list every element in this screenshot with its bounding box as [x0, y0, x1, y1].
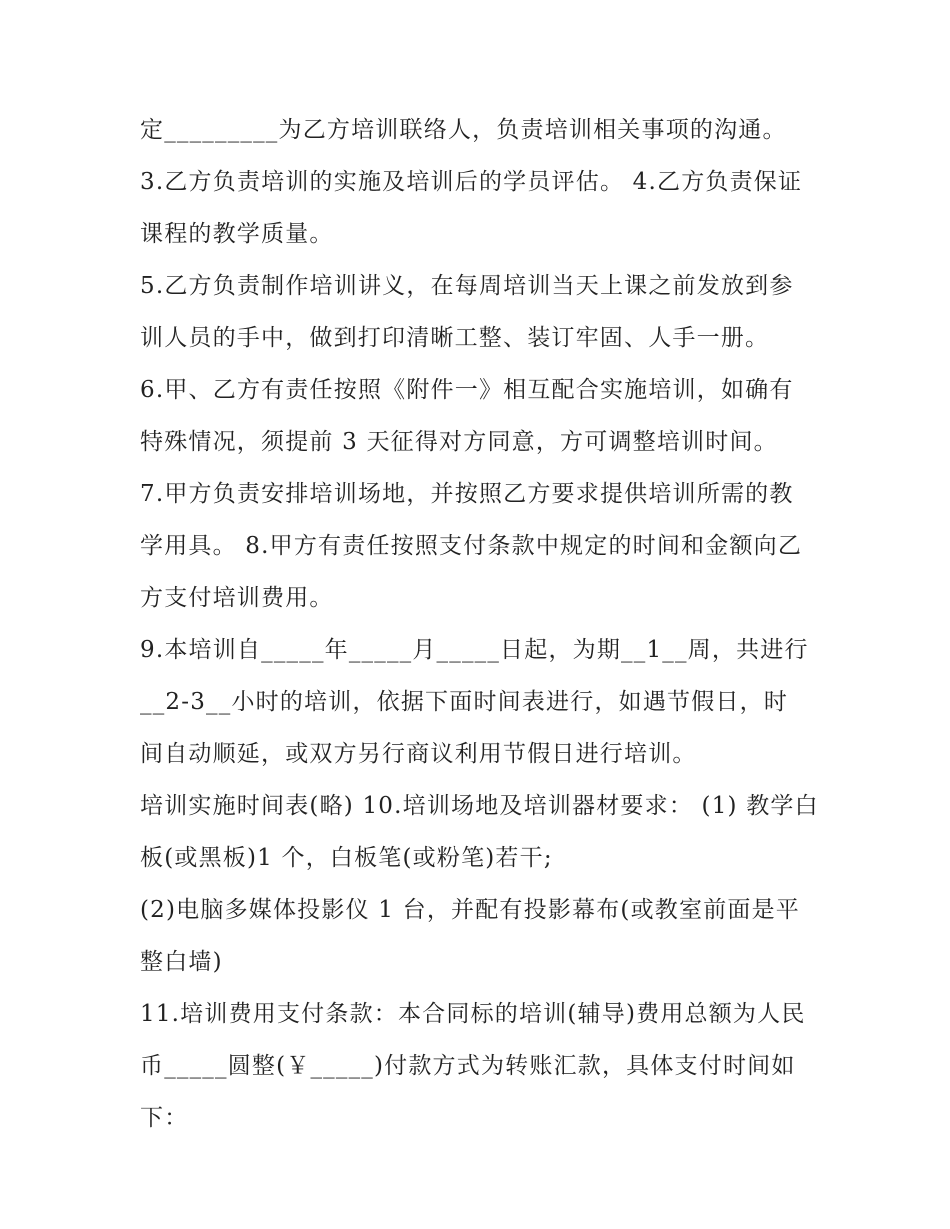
text-line: 特殊情况，须提前 3 天征得对方同意，方可调整培训时间。	[140, 429, 778, 455]
text-line: 下：	[140, 1105, 189, 1131]
text-line: 间自动顺延，或双方另行商议利用节假日进行培训。	[140, 741, 697, 767]
text-line: (2)电脑多媒体投影仪 1 台，并配有投影幕布(或教室前面是平	[140, 897, 801, 923]
text-line: 整白墙)	[140, 949, 223, 975]
text-line: __2-3__小时的培训，依据下面时间表进行，如遇节假日，时	[140, 689, 789, 715]
contract-text	[140, 108, 830, 1148]
text-line: 培训实施时间表(略) 10.培训场地及培训器材要求： (1) 教学白	[140, 793, 819, 819]
text-line: 9.本培训自_____年_____月_____日起，为期__1__周，共进行	[140, 637, 809, 663]
text-line: 11.培训费用支付条款：本合同标的培训(辅导)费用总额为人民	[140, 1001, 806, 1027]
text-line: 3.乙方负责培训的实施及培训后的学员评估。 4.乙方负责保证	[140, 169, 803, 195]
text-line: 币_____圆整(￥_____)付款方式为转账汇款，具体支付时间如	[140, 1053, 796, 1079]
text-line: 训人员的手中，做到打印清晰工整、装订牢固、人手一册。	[140, 325, 770, 351]
text-line: 7.甲方负责安排培训场地，并按照乙方要求提供培训所需的教	[140, 481, 794, 507]
text-line: 学用具。 8.甲方有责任按照支付条款中规定的时间和金额向乙	[140, 533, 803, 559]
text-line: 方支付培训费用。	[140, 585, 334, 611]
text-line: 5.乙方负责制作培训讲义，在每周培训当天上课之前发放到参	[140, 273, 794, 299]
text-line: 定_________为乙方培训联络人，负责培训相关事项的沟通。	[140, 117, 787, 143]
text-line: 板(或黑板)1 个，白板笔(或粉笔)若干;	[140, 845, 553, 871]
text-line: 课程的教学质量。	[140, 221, 334, 247]
text-line: 6.甲、乙方有责任按照《附件一》相互配合实施培训，如确有	[140, 377, 794, 403]
